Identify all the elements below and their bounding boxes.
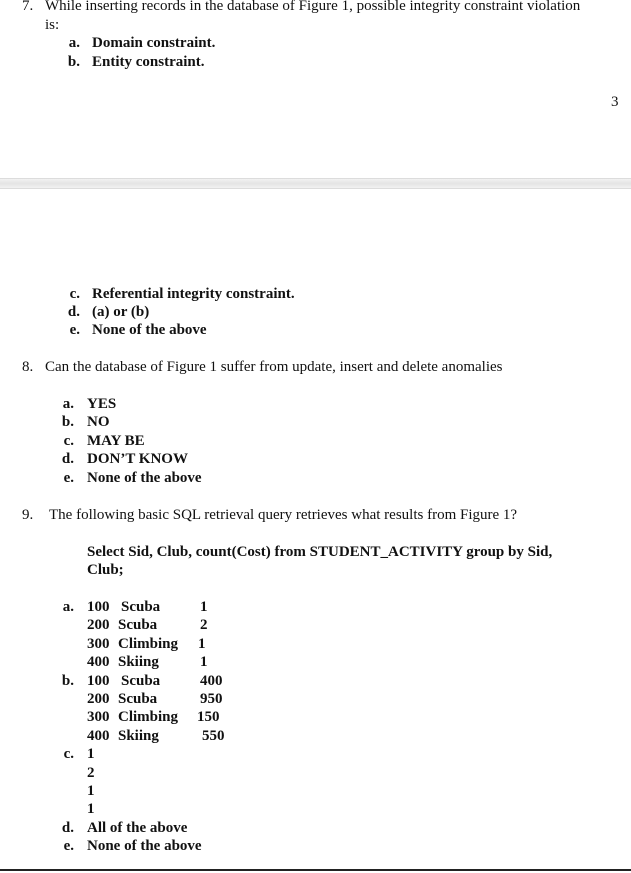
q7-option-c-letter: c. [69,286,80,302]
table-cell-value: 150 [197,709,220,725]
question-8-number: 8. [22,359,34,375]
table-cell-club: Climbing [118,709,179,725]
table-cell-sid: 100 [87,599,110,615]
table-cell-sid: 200 [87,691,110,707]
q7-option-b-letter: b. [67,54,80,70]
q8-option-c-letter: c. [63,433,74,449]
table-cell-value: 1 [200,599,208,615]
question-7-text-line1: While inserting records in the database of Figure 1, possible integrity constraint violation [45,0,581,14]
q8-option-b-text: NO [87,414,110,430]
table-cell-sid: 400 [87,728,110,744]
question-9-text: The following basic SQL retrieval query retrieves what results from Figure 1? [49,507,518,523]
q8-option-b-letter: b. [61,414,74,430]
q9-option-d-letter: d. [61,820,74,836]
list-item: 2 [87,765,95,781]
table-cell-club: Climbing [118,636,179,652]
question-9-number: 9. [22,507,34,523]
q9-option-c-letter: c. [63,746,74,762]
q9-option-d-text: All of the above [87,820,188,836]
q9-option-a-letter: a. [62,599,74,615]
q8-option-a-letter: a. [62,396,74,412]
table-cell-club: Scuba [121,599,161,615]
table-cell-value: 550 [202,728,225,744]
table-cell-sid: 300 [87,709,110,725]
q7-option-e-letter: e. [69,322,80,338]
q7-option-c-text: Referential integrity constraint. [92,286,295,302]
question-7-number: 7. [22,0,34,14]
q7-option-b-text: Entity constraint. [92,54,205,70]
q7-option-d-text: (a) or (b) [92,304,150,320]
table-cell-club: Skiing [118,654,159,670]
sql-query-line2: Club; [87,562,124,578]
q8-option-c-text: MAY BE [87,433,145,449]
q8-option-e-text: None of the above [87,470,202,486]
q8-option-d-letter: d. [61,451,74,467]
q7-option-a-text: Domain constraint. [92,35,216,51]
table-cell-sid: 200 [87,617,110,633]
table-cell-value: 400 [200,673,223,689]
page-bottom-rule [0,869,631,871]
q9-option-b-letter: b. [61,673,74,689]
table-cell-sid: 400 [87,654,110,670]
table-cell-sid: 300 [87,636,110,652]
table-cell-club: Scuba [118,691,158,707]
page-break [0,178,631,189]
table-cell-club: Scuba [121,673,161,689]
page-number: 3 [611,94,619,110]
list-item: 1 [87,783,95,799]
q9-option-e-letter: e. [63,838,74,854]
q9-option-e-text: None of the above [87,838,202,854]
table-cell-sid: 100 [87,673,110,689]
q7-option-e-text: None of the above [92,322,207,338]
q8-option-e-letter: e. [63,470,74,486]
list-item: 1 [87,801,95,817]
q7-option-d-letter: d. [67,304,80,320]
table-cell-value: 950 [200,691,223,707]
sql-query-line1: Select Sid, Club, count(Cost) from STUDENT_ACTIVITY group by Sid, [87,544,553,560]
q8-option-d-text: DON’T KNOW [87,451,188,467]
table-cell-club: Scuba [118,617,158,633]
table-cell-value: 1 [198,636,206,652]
q7-option-a-letter: a. [68,35,80,51]
table-cell-value: 2 [200,617,208,633]
table-cell-value: 1 [200,654,208,670]
table-cell-club: Skiing [118,728,159,744]
q8-option-a-text: YES [87,396,117,412]
list-item: 1 [87,746,95,762]
question-7-text-line2: is: [45,17,60,33]
question-8-text: Can the database of Figure 1 suffer from update, insert and delete anomalies [45,359,503,375]
